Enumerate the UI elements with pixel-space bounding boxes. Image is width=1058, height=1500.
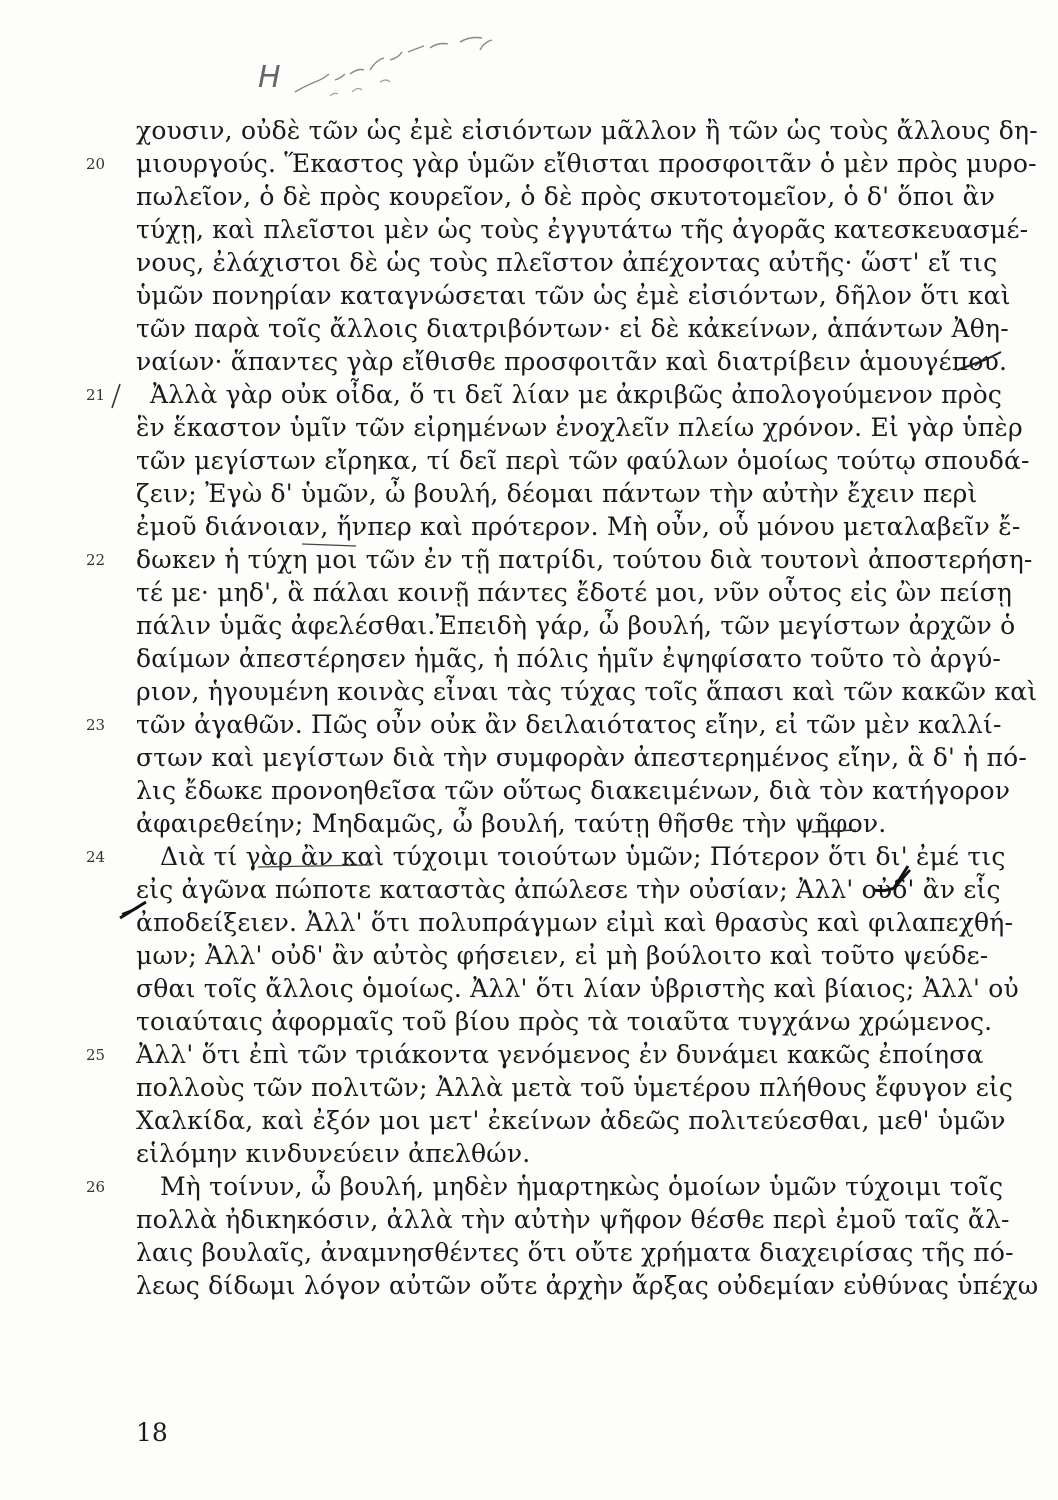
underline-mark <box>810 826 860 836</box>
text-line: τέ με· μηδ', ἃ πάλαι κοινῇ πάντες ἔδοτέ μοι, νῦν οὗτος εἰς ὢν πείσῃ <box>136 578 1013 607</box>
text-line: μων; Ἀλλ' οὐδ' ἂν αὐτὸς φήσειεν, εἰ μὴ βούλοιτο καὶ τοῦτο ψεύδε- <box>136 941 989 970</box>
text-line: νους, ἐλάχιστοι δὲ ὡς τοὺς πλεῖστον ἀπέχοντας αὐτῆς· ὥστ' εἴ τις <box>136 248 998 277</box>
text-line: στων καὶ μεγίστων διὰ τὴν συμφορὰν ἀπεστερημένος εἴην, ἃ δ' ἡ πό- <box>136 743 1028 772</box>
text-line: Ἀλλ' ὅτι ἐπὶ τῶν τριάκοντα γενόμενος ἐν δυνάμει κακῶς ἐποίησα <box>136 1040 984 1069</box>
text-line: λεως δίδωμι λόγον αὐτῶν οὔτε ἀρχὴν ἄρξας οὐδεμίαν εὐθύνας ὑπέχω <box>136 1271 1039 1300</box>
text-line: Ἀλλὰ γὰρ οὐκ οἶδα, ὅ τι δεῖ λίαν με ἀκριβῶς ἀπολογούμενον πρὸς <box>150 380 1003 409</box>
text-line: ἀφαιρεθείην; Μηδαμῶς, ὦ βουλή, ταύτῃ θῆσθε τὴν ψῆφον. <box>136 809 887 838</box>
section-number: 23 <box>86 716 106 734</box>
section-number: 26 <box>86 1178 106 1196</box>
text-line: πωλεῖον, ὁ δὲ πρὸς κουρεῖον, ὁ δὲ πρὸς σκυτοτομεῖον, ὁ δ' ὅποι ἂν <box>136 182 996 211</box>
text-line: δαίμων ἀπεστέρησεν ἡμᾶς, ἡ πόλις ἡμῖν ἐψηφίσατο τοῦτο τὸ ἀργύ- <box>136 644 1002 673</box>
text-line: πολλοὺς τῶν πολιτῶν; Ἀλλὰ μετὰ τοῦ ὑμετέρου πλήθους ἔφυγον εἰς <box>136 1073 1014 1102</box>
text-line: εἰς ἀγῶνα πώποτε καταστὰς ἀπώλεσε τὴν οὐσίαν; Ἀλλ' οὐδ' ἂν εἷς <box>136 875 1001 904</box>
text-line: τύχῃ, καὶ πλεῖστοι μὲν ὡς τοὺς ἐγγυτάτω τῆς ἀγορᾶς κατεσκευασμέ- <box>136 215 1029 244</box>
margin-pen-mark <box>108 380 128 410</box>
text-line: ζειν; Ἐγὼ δ' ὑμῶν, ὦ βουλή, δέομαι πάντων τὴν αὐτὴν ἔχειν περὶ <box>136 479 978 508</box>
text-line: τῶν ἀγαθῶν. Πῶς οὖν οὐκ ἂν δειλαιότατος εἴην, εἰ τῶν μὲν καλλί- <box>136 710 1002 739</box>
text-line: ἓν ἕκαστον ὑμῖν τῶν εἰρημένων ἐνοχλεῖν πλείω χρόνον. Εἰ γὰρ ὑπὲρ <box>136 413 1023 442</box>
handwritten-scribble <box>290 30 510 100</box>
text-line: χουσιν, οὐδὲ τῶν ὡς ἐμὲ εἰσιόντων μᾶλλον ἢ τῶν ὡς τοὺς ἄλλους δη- <box>136 116 1038 145</box>
text-line: ὑμῶν πονηρίαν καταγνώσεται τῶν ὡς ἐμὲ εἰσιόντων, δῆλον ὅτι καὶ <box>136 281 1011 310</box>
text-line: τοιαύταις ἀφορμαῖς τοῦ βίου πρὸς τὰ τοιαῦτα τυγχάνω χρώμενος. <box>136 1007 993 1036</box>
handwritten-annotation: Η <box>258 60 281 95</box>
section-number: 24 <box>86 848 106 866</box>
text-line: ἀποδείξειεν. Ἀλλ' ὅτι πολυπράγμων εἰμὶ καὶ θρασὺς καὶ φιλαπεχθή- <box>136 908 1014 937</box>
pen-tick-mark <box>955 346 1005 376</box>
text-line: πολλὰ ἠδικηκόσιν, ἀλλὰ τὴν αὐτὴν ψῆφον θέσθε περὶ ἐμοῦ ταῖς ἄλ- <box>136 1205 1010 1234</box>
section-number: 25 <box>86 1046 106 1064</box>
margin-pen-mark <box>116 894 152 924</box>
section-number: 20 <box>86 155 106 173</box>
section-number: 22 <box>86 551 106 569</box>
page-number: 18 <box>136 1418 168 1447</box>
text-line: τῶν μεγίστων εἴρηκα, τί δεῖ περὶ τῶν φαύλων ὁμοίως τούτῳ σπουδά- <box>136 446 1030 475</box>
text-line: σθαι τοῖς ἄλλοις ὁμοίως. Ἀλλ' ὅτι λίαν ὑβριστὴς καὶ βίαιος; Ἀλλ' οὐ <box>136 974 1019 1003</box>
text-line: δωκεν ἡ τύχη μοι τῶν ἐν τῇ πατρίδι, τούτου διὰ τουτονὶ ἀποστερήση- <box>136 545 1033 574</box>
text-line: Χαλκίδα, καὶ ἐξόν μοι μετ' ἐκείνων ἀδεῶς πολιτεύεσθαι, μεθ' ὑμῶν <box>136 1106 1006 1135</box>
text-line: ναίων· ἅπαντες γὰρ εἴθισθε προσφοιτᾶν καὶ διατρίβειν ἁμουγέπου. <box>136 347 1008 376</box>
text-line: Διὰ τί γὰρ ἂν καὶ τύχοιμι τοιούτων ὑμῶν; Πότερον ὅτι δι' ἐμέ τις <box>160 842 1006 871</box>
text-line: λαις βουλαῖς, ἀναμνησθέντες ὅτι οὔτε χρήματα διαχειρίσας τῆς πό- <box>136 1238 1014 1267</box>
pen-tick-mark <box>870 860 920 900</box>
text-line: εἱλόμην κινδυνεύειν ἀπελθών. <box>136 1139 531 1168</box>
text-line: μιουργούς. Ἕκαστος γὰρ ὑμῶν εἴθισται προσφοιτᾶν ὁ μὲν πρὸς μυρο- <box>136 149 1037 178</box>
section-number: 21 <box>86 386 106 404</box>
underline-mark <box>300 540 360 550</box>
text-line: τῶν παρὰ τοῖς ἄλλοις διατριβόντων· εἰ δὲ κἀκείνων, ἁπάντων Ἀθη- <box>136 314 1009 343</box>
text-line: πάλιν ὑμᾶς ἀφελέσθαι.Ἐπειδὴ γάρ, ὦ βουλή, τῶν μεγίστων ἀρχῶν ὁ <box>136 611 1016 640</box>
text-line: ριον, ἡγουμένη κοινὰς εἶναι τὰς τύχας τοῖς ἅπασι καὶ τῶν κακῶν καὶ <box>136 677 1038 706</box>
underline-mark <box>256 862 376 872</box>
text-line: ἐμοῦ διάνοιαν, ἥνπερ καὶ πρότερον. Μὴ οὖν, οὗ μόνου μεταλαβεῖν ἔ- <box>136 512 1021 541</box>
text-line: Μὴ τοίνυν, ὦ βουλή, μηδὲν ἡμαρτηκὼς ὁμοίων ὑμῶν τύχοιμι τοῖς <box>160 1172 1004 1201</box>
text-line: λις ἔδωκε προνοηθεῖσα τῶν οὕτως διακειμένων, διὰ τὸν κατήγορον <box>136 776 1011 805</box>
